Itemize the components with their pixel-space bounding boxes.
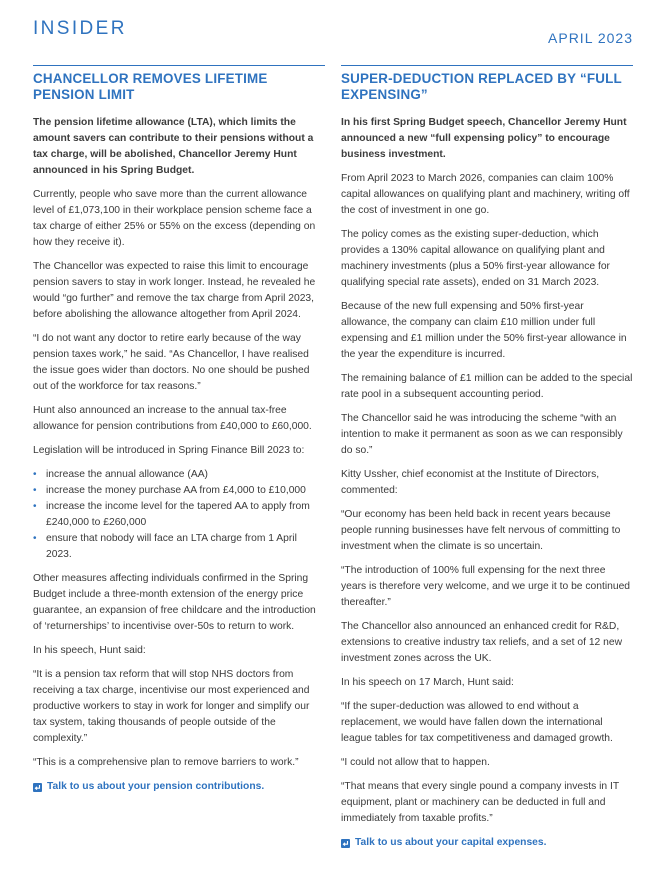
- paragraph: From April 2023 to March 2026, companies can claim 100% capital allowances on qualifying plant and machinery, writing off the cost of investment in one go.: [341, 173, 630, 216]
- list-item-text: increase the income level for the tapered AA to apply from £240,000 to £260,000: [46, 501, 310, 528]
- bullet-icon: •: [33, 533, 37, 544]
- paragraph: Hunt also announced an increase to the annual tax-free allowance for pension contributions from £40,000 to £60,000.: [33, 405, 312, 432]
- bullet-icon: •: [33, 469, 37, 480]
- left-article: [33, 65, 325, 795]
- paragraph: In his speech, Hunt said:: [33, 645, 146, 656]
- paragraph: In his speech on 17 March, Hunt said:: [341, 677, 514, 688]
- list-item-text: increase the annual allowance (AA): [46, 469, 208, 480]
- cta-label[interactable]: Talk to us about your pension contributions.: [47, 781, 265, 792]
- paragraph: “I do not want any doctor to retire early because of the way pension taxes work,” he said. “As Chancellor, I have realised the issue goes wider than doctors. No one should be pushed out of the workforce for tax reasons.”: [33, 333, 310, 392]
- list-item: [33, 499, 325, 531]
- article-lead: The pension lifetime allowance (LTA), which limits the amount savers can contribute to their pensions without a tax charge, will be abolished, Chancellor Jeremy Hunt announced in his Spring Budget.: [33, 117, 314, 176]
- paragraph: The remaining balance of £1 million can be added to the special rate pool in a subsequent accounting period.: [341, 373, 633, 400]
- capital-expenses-contact-link[interactable]: [341, 835, 633, 851]
- list-item: [33, 483, 325, 499]
- list-item: [33, 467, 325, 483]
- paragraph: Kitty Ussher, chief economist at the Institute of Directors, commented:: [341, 469, 600, 496]
- list-item: [33, 531, 325, 563]
- arrow-corner-icon: [33, 783, 42, 792]
- paragraph: The Chancellor was expected to raise this limit to encourage pension savers to stay in work longer. Instead, he revealed he would “go further” and remove the tax charge from April 2023, before abolishing the allowance altogether from April 2024.: [33, 261, 316, 320]
- legislation-list: [33, 467, 325, 563]
- paragraph: Legislation will be introduced in Spring Finance Bill 2023 to:: [33, 445, 305, 456]
- paragraph: “This is a comprehensive plan to remove barriers to work.”: [33, 757, 299, 768]
- paragraph: Currently, people who save more than the current allowance level of £1,073,100 in their workplace pension scheme face a tax charge of either 25% or 55% on the excess (depending on how they receive it).: [33, 189, 316, 248]
- list-item-text: ensure that nobody will face an LTA charge from 1 April 2023.: [46, 533, 297, 560]
- article-divider: [341, 65, 633, 66]
- paragraph: “The introduction of 100% full expensing for the next three years is therefore very welcome, and we urge it to be continued thereafter.”: [341, 565, 631, 608]
- paragraph: “I could not allow that to happen.: [341, 757, 490, 768]
- masthead: INSIDER: [33, 18, 127, 39]
- bullet-icon: •: [33, 485, 37, 496]
- paragraph: “If the super-deduction was allowed to end without a replacement, we would have fallen down the international league tables for tax competitiveness and damaged growth.: [341, 701, 613, 744]
- article-title: SUPER-DEDUCTION REPLACED BY “FULL EXPENSING”: [341, 71, 622, 102]
- bullet-icon: •: [33, 501, 37, 512]
- paragraph: “That means that every single pound a company invests in IT equipment, plant or machinery can be deducted in full and immediately from taxable profits.”: [341, 781, 619, 824]
- list-item-text: increase the money purchase AA from £4,000 to £10,000: [46, 485, 306, 496]
- article-title: CHANCELLOR REMOVES LIFETIME PENSION LIMIT: [33, 71, 268, 102]
- paragraph: The Chancellor said he was introducing the scheme “with an intention to make it permanent as soon as we can responsibly do so.”: [341, 413, 623, 456]
- pension-contact-link[interactable]: [33, 779, 325, 795]
- cta-label[interactable]: Talk to us about your capital expenses.: [355, 837, 547, 848]
- paragraph: “It is a pension tax reform that will stop NHS doctors from receiving a tax charge, incentivise our most experienced and productive workers to stay in work for longer and simplify our tax system, taking thousands of people outside of the complexity.”: [33, 669, 310, 744]
- paragraph: The policy comes as the existing super-deduction, which provides a 130% capital allowance on qualifying plant and machinery investments (plus a 50% first-year allowance for qualifying special rate assets), ended on 31 March 2023.: [341, 229, 610, 288]
- paragraph: Because of the new full expensing and 50% first-year allowance, the company can claim £10 million under full expensing and £1 million under the 50% first-year allowance in the year the expenditure is incurred.: [341, 301, 627, 360]
- paragraph: The Chancellor also announced an enhanced credit for R&D, extensions to creative industry tax reliefs, and a set of 12 new investment zones across the UK.: [341, 621, 623, 664]
- right-article: [341, 65, 633, 851]
- issue-date: APRIL 2023: [548, 30, 633, 46]
- arrow-corner-icon: [341, 839, 350, 848]
- paragraph: “Our economy has been held back in recent years because people running businesses have felt nervous of committing to investment when the climate is so uncertain.: [341, 509, 621, 552]
- paragraph: Other measures affecting individuals confirmed in the Spring Budget include a three-month extension of the energy price guarantee, an expansion of free childcare and the introduction of ‘returnerships’ to incentivise over-50s to return to work.: [33, 573, 316, 632]
- article-divider: [33, 65, 325, 66]
- article-lead: In his first Spring Budget speech, Chancellor Jeremy Hunt announced a new “full expensing policy” to encourage business investment.: [341, 117, 627, 160]
